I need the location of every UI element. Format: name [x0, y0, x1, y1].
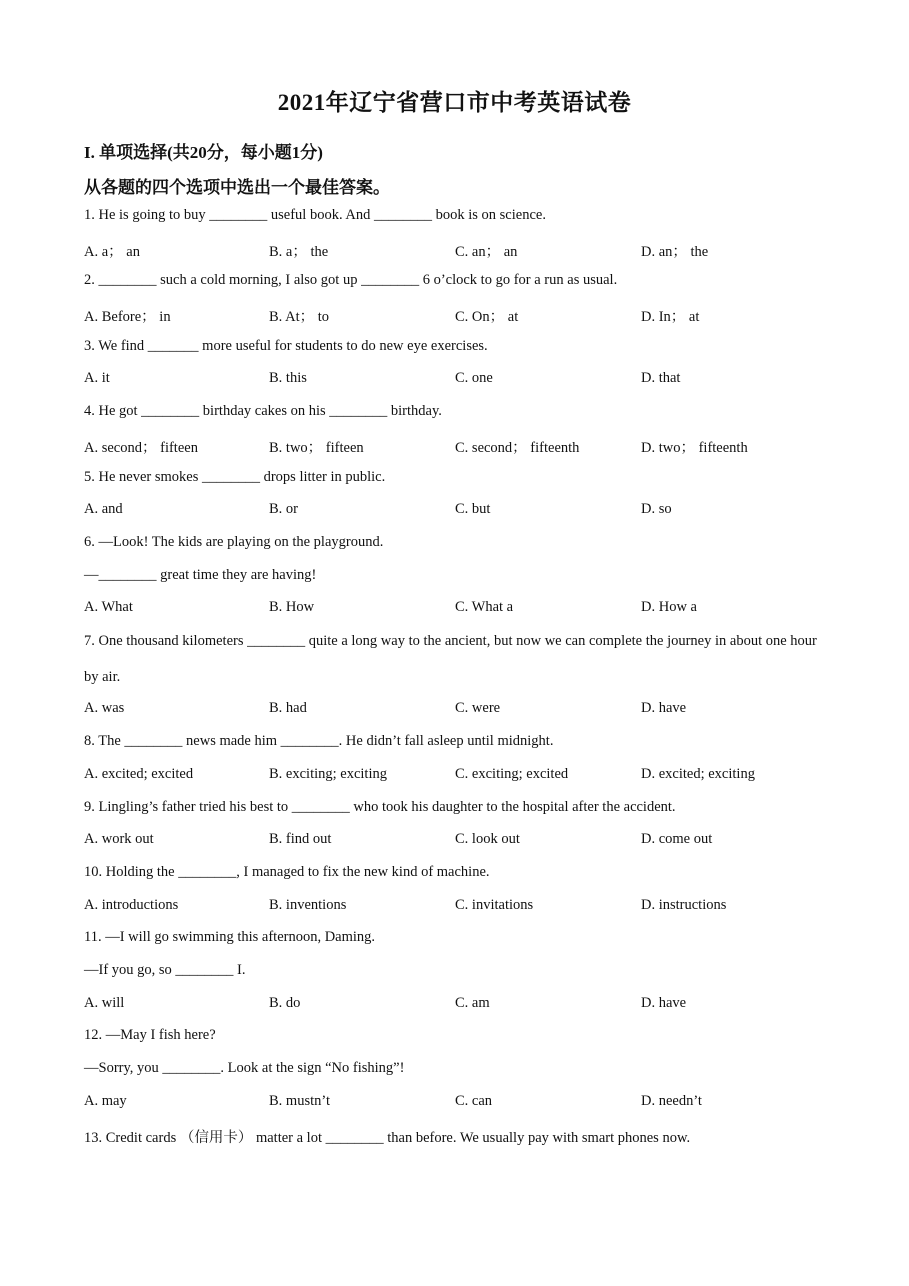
option-c: C. look out: [455, 831, 520, 847]
option-d: D. How a: [641, 599, 697, 615]
option-b: B. At； to: [269, 309, 330, 325]
option-d: D. excited; exciting: [641, 766, 755, 782]
question-stem: 13. Credit cards （信用卡） matter a lot ________ than before. We usually pay with smart phones now.: [84, 1130, 691, 1146]
option-b: B. find out: [269, 831, 332, 847]
option-c: C. am: [455, 995, 490, 1011]
option-a: A. will: [84, 995, 125, 1011]
option-a: A. second； fifteen: [84, 440, 198, 456]
option-d: D. come out: [641, 831, 713, 847]
option-c: C. invitations: [455, 897, 534, 913]
option-b: B. two； fifteen: [269, 440, 364, 456]
option-c: C. an； an: [455, 244, 518, 260]
option-c: C. exciting; excited: [455, 766, 569, 782]
option-b: B. or: [269, 501, 298, 517]
option-c: C. On； at: [455, 309, 519, 325]
question-options: [84, 370, 844, 390]
question-options: [84, 436, 844, 456]
question-options: [84, 700, 844, 720]
question-options: [84, 766, 844, 786]
option-d: D. so: [641, 501, 672, 517]
option-d: D. that: [641, 370, 681, 386]
option-c: C. but: [455, 501, 491, 517]
question-stem-line: —If you go, so ________ I.: [84, 962, 246, 978]
option-a: A. Before； in: [84, 309, 171, 325]
question-options: [84, 599, 844, 619]
question-stem: 3. We find _______ more useful for students to do new eye exercises.: [84, 338, 488, 354]
option-d: D. an； the: [641, 244, 709, 260]
option-d: D. instructions: [641, 897, 727, 913]
option-c: C. one: [455, 370, 493, 386]
option-c: C. were: [455, 700, 501, 716]
option-a: A. introductions: [84, 897, 179, 913]
question-stem: 5. He never smokes ________ drops litter in public.: [84, 469, 386, 485]
question-options: [84, 995, 844, 1015]
option-a: A. and: [84, 501, 123, 517]
option-b: B. How: [269, 599, 315, 615]
option-b: B. this: [269, 370, 307, 386]
question-options: [84, 897, 844, 917]
option-c: C. second； fifteenth: [455, 440, 580, 456]
question-stem: 2. ________ such a cold morning, I also got up ________ 6 o’clock to go for a run as usual.: [84, 272, 618, 288]
section-instruction: 从各题的四个选项中选出一个最佳答案。: [84, 178, 390, 197]
question-stem: 6. —Look! The kids are playing on the playground.: [84, 534, 384, 550]
question-stem: 8. The ________ news made him ________. He didn’t fall asleep until midnight.: [84, 733, 554, 749]
question-options: [84, 831, 844, 851]
option-d: D. have: [641, 995, 687, 1011]
option-a: A. was: [84, 700, 125, 716]
option-c: C. can: [455, 1093, 493, 1109]
question-options: [84, 305, 844, 325]
question-options: [84, 240, 844, 260]
option-d: D. two； fifteenth: [641, 440, 748, 456]
option-a: A. work out: [84, 831, 154, 847]
page-title: 2021年辽宁省营口市中考英语试卷: [277, 90, 632, 115]
option-b: B. a； the: [269, 244, 329, 260]
question-stem: 9. Lingling’s father tried his best to ________ who took his daughter to the hospital after the accident.: [84, 799, 676, 815]
question-stem: 11. —I will go swimming this afternoon, Daming.: [84, 929, 376, 945]
option-b: B. exciting; exciting: [269, 766, 387, 782]
option-a: A. a； an: [84, 244, 140, 260]
question-stem: 10. Holding the ________, I managed to fix the new kind of machine.: [84, 864, 490, 880]
question-stem: 4. He got ________ birthday cakes on his ________ birthday.: [84, 403, 442, 419]
option-a: A. it: [84, 370, 110, 386]
option-b: B. do: [269, 995, 301, 1011]
question-stem: 7. One thousand kilometers ________ quite a long way to the ancient, but now we can complete the journey in about one hour by air.: [84, 633, 817, 685]
option-d: D. needn’t: [641, 1093, 702, 1109]
question-stem: 1. He is going to buy ________ useful book. And ________ book is on science.: [84, 207, 546, 223]
question-stem-line: —________ great time they are having!: [84, 567, 317, 583]
option-c: C. What a: [455, 599, 514, 615]
option-a: A. excited; excited: [84, 766, 194, 782]
option-b: B. had: [269, 700, 307, 716]
option-b: B. mustn’t: [269, 1093, 330, 1109]
question-stem: 12. —May I fish here?: [84, 1027, 216, 1043]
question-options: [84, 1093, 844, 1113]
option-d: D. have: [641, 700, 687, 716]
section-heading: I. 单项选择(共20分，每小题1分): [84, 143, 323, 162]
question-stem-line: —Sorry, you ________. Look at the sign “No fishing”!: [84, 1060, 405, 1076]
option-b: B. inventions: [269, 897, 347, 913]
option-a: A. What: [84, 599, 133, 615]
option-d: D. In； at: [641, 309, 700, 325]
option-a: A. may: [84, 1093, 127, 1109]
question-options: [84, 501, 844, 521]
